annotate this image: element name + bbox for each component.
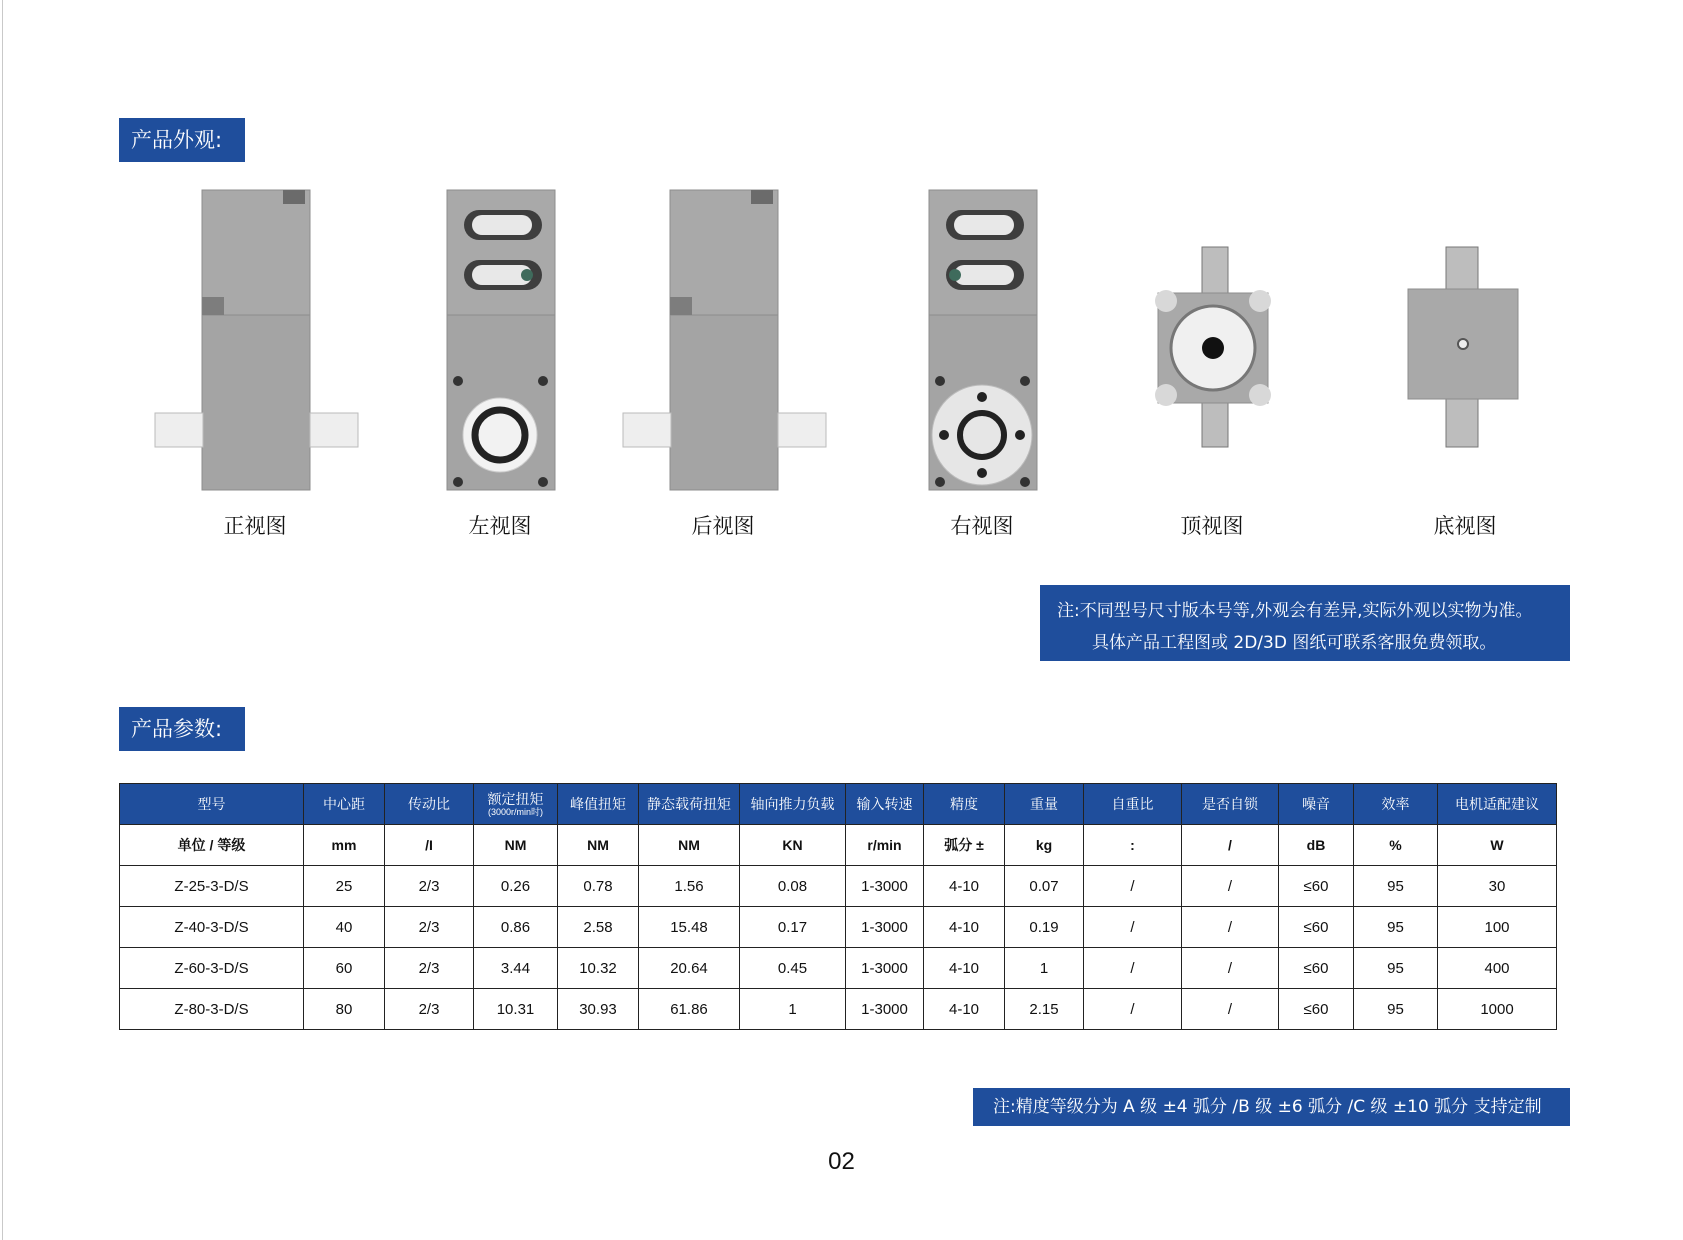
- table-cell: /: [1084, 989, 1182, 1030]
- table-cell: /: [1084, 866, 1182, 907]
- back-view-image: [603, 185, 843, 495]
- table-cell: 80: [304, 989, 385, 1030]
- table-cell: 61.86: [639, 989, 740, 1030]
- table-cell: 3.44: [474, 948, 558, 989]
- table-cell: Z-80-3-D/S: [120, 989, 304, 1030]
- table-cell: 2/3: [385, 989, 474, 1030]
- table-cell: 0.19: [1005, 907, 1084, 948]
- table-cell: ≤60: [1279, 948, 1354, 989]
- table-unit-cell: /I: [385, 825, 474, 866]
- table-unit-cell: W: [1438, 825, 1557, 866]
- table-cell: 95: [1354, 866, 1438, 907]
- table-unit-cell: %: [1354, 825, 1438, 866]
- table-cell: 95: [1354, 907, 1438, 948]
- table-row: [120, 866, 1557, 907]
- table-cell: Z-25-3-D/S: [120, 866, 304, 907]
- table-cell: 4-10: [924, 948, 1005, 989]
- table-header-label: 额定扭矩: [487, 791, 544, 807]
- table-unit-cell: /: [1182, 825, 1279, 866]
- table-header-label: 自重比: [1111, 796, 1154, 812]
- table-cell: 2/3: [385, 866, 474, 907]
- bottom-view-image: [1345, 185, 1585, 495]
- table-cell: /: [1182, 866, 1279, 907]
- table-cell: 30: [1438, 866, 1557, 907]
- table-header-cell: [1438, 784, 1557, 825]
- table-cell: 60: [304, 948, 385, 989]
- table-header-label: 电机适配建议: [1455, 796, 1539, 812]
- table-header-cell: [846, 784, 924, 825]
- view-right: [862, 185, 1102, 545]
- table-header-label: 精度: [950, 796, 978, 812]
- table-header-cell: [474, 784, 558, 825]
- table-header-cell: [1084, 784, 1182, 825]
- table-cell: ≤60: [1279, 989, 1354, 1030]
- table-cell: 0.45: [740, 948, 846, 989]
- table-cell: 10.31: [474, 989, 558, 1030]
- view-label-bottom: 底视图: [1433, 514, 1497, 538]
- table-cell: /: [1182, 948, 1279, 989]
- table-header-cell: [1005, 784, 1084, 825]
- table-header-label: 输入转速: [856, 796, 913, 812]
- table-header-cell: [1182, 784, 1279, 825]
- table-unit-cell: kg: [1005, 825, 1084, 866]
- table-header-cell: [740, 784, 846, 825]
- top-view-image: [1092, 185, 1332, 495]
- table-header-label: 是否自锁: [1202, 796, 1258, 812]
- table-cell: 15.48: [639, 907, 740, 948]
- table-cell: 1000: [1438, 989, 1557, 1030]
- table-unit-cell: :: [1084, 825, 1182, 866]
- table-header-cell: [924, 784, 1005, 825]
- table-cell: /: [1084, 948, 1182, 989]
- front-view-image: [135, 185, 375, 495]
- table-cell: 10.32: [558, 948, 639, 989]
- table-cell: 25: [304, 866, 385, 907]
- view-label-left: 左视图: [468, 514, 532, 538]
- table-cell: 20.64: [639, 948, 740, 989]
- table-cell: ≤60: [1279, 866, 1354, 907]
- table-cell: 1-3000: [846, 907, 924, 948]
- view-label-top: 顶视图: [1180, 514, 1244, 538]
- table-cell: 40: [304, 907, 385, 948]
- table-unit-cell: 单位 / 等级: [120, 825, 304, 866]
- table-unit-cell: NM: [558, 825, 639, 866]
- table-cell: 0.07: [1005, 866, 1084, 907]
- table-cell: 1-3000: [846, 866, 924, 907]
- table-unit-cell: mm: [304, 825, 385, 866]
- right-view-image: [862, 185, 1102, 495]
- table-header-label: 静态载荷扭矩: [647, 796, 731, 812]
- table-cell: /: [1182, 989, 1279, 1030]
- table-header-sublabel: (3000r/min时): [487, 807, 543, 817]
- table-row: [120, 907, 1557, 948]
- table-header-cell: [385, 784, 474, 825]
- left-view-image: [380, 185, 620, 495]
- table-cell: 0.86: [474, 907, 558, 948]
- view-left: [380, 185, 620, 545]
- view-label-back: 后视图: [691, 514, 755, 538]
- table-cell: 30.93: [558, 989, 639, 1030]
- table-cell: 2/3: [385, 907, 474, 948]
- table-cell: 2.15: [1005, 989, 1084, 1030]
- table-cell: 1-3000: [846, 989, 924, 1030]
- view-back: [603, 185, 843, 545]
- view-bottom: [1345, 185, 1585, 545]
- table-cell: 4-10: [924, 907, 1005, 948]
- table-cell: 95: [1354, 948, 1438, 989]
- table-header-label: 效率: [1381, 796, 1410, 812]
- table-unit-cell: NM: [639, 825, 740, 866]
- table-cell: 1: [740, 989, 846, 1030]
- table-row: [120, 948, 1557, 989]
- table-cell: 2/3: [385, 948, 474, 989]
- table-cell: 4-10: [924, 989, 1005, 1030]
- table-cell: 4-10: [924, 866, 1005, 907]
- table-header-label: 型号: [197, 796, 226, 812]
- table-cell: 95: [1354, 989, 1438, 1030]
- table-header-row: [120, 784, 1557, 825]
- page-number: 02: [828, 1148, 855, 1175]
- appearance-note-line2: 具体产品工程图或 2D/3D 图纸可联系客服免费领取。: [1092, 633, 1497, 653]
- table-header-label: 重量: [1030, 796, 1058, 812]
- table-cell: 1: [1005, 948, 1084, 989]
- table-unit-cell: NM: [474, 825, 558, 866]
- table-cell: 1.56: [639, 866, 740, 907]
- table-header-label: 峰值扭矩: [570, 796, 626, 812]
- appearance-section-title: 产品外观:: [119, 118, 245, 162]
- page-left-rule: [2, 0, 3, 1240]
- view-front: [135, 185, 375, 545]
- table-units-row: [120, 825, 1557, 866]
- table-header-label: 轴向推力负载: [750, 796, 835, 812]
- table-cell: /: [1084, 907, 1182, 948]
- table-cell: Z-60-3-D/S: [120, 948, 304, 989]
- table-header-cell: [1354, 784, 1438, 825]
- view-label-right: 右视图: [950, 514, 1014, 538]
- table-cell: 0.26: [474, 866, 558, 907]
- appearance-note: [1040, 585, 1570, 661]
- table-cell: 2.58: [558, 907, 639, 948]
- table-header-cell: [558, 784, 639, 825]
- table-header-cell: [1279, 784, 1354, 825]
- view-top: [1092, 185, 1332, 545]
- spec-table: [119, 783, 1557, 1030]
- table-cell: 0.08: [740, 866, 846, 907]
- table-cell: ≤60: [1279, 907, 1354, 948]
- precision-note: 注:精度等级分为 A 级 ±4 弧分 /B 级 ±6 弧分 /C 级 ±10 弧分 支持定制: [973, 1088, 1570, 1126]
- table-header-cell: [304, 784, 385, 825]
- table-header-label: 中心距: [323, 796, 365, 812]
- appearance-note-line1: 注:不同型号尺寸版本号等,外观会有差异,实际外观以实物为准。: [1057, 601, 1533, 621]
- params-section-title: 产品参数:: [119, 707, 245, 751]
- view-label-front: 正视图: [223, 514, 287, 538]
- table-unit-cell: KN: [740, 825, 846, 866]
- table-cell: 100: [1438, 907, 1557, 948]
- table-header-cell: [639, 784, 740, 825]
- table-header-label: 噪音: [1302, 796, 1330, 812]
- table-cell: 0.17: [740, 907, 846, 948]
- table-cell: Z-40-3-D/S: [120, 907, 304, 948]
- table-header-cell: [120, 784, 304, 825]
- table-unit-cell: dB: [1279, 825, 1354, 866]
- table-header-label: 传动比: [408, 796, 450, 812]
- table-unit-cell: r/min: [846, 825, 924, 866]
- table-cell: 1-3000: [846, 948, 924, 989]
- table-cell: /: [1182, 907, 1279, 948]
- table-unit-cell: 弧分 ±: [924, 825, 1005, 866]
- table-cell: 400: [1438, 948, 1557, 989]
- table-row: [120, 989, 1557, 1030]
- table-cell: 0.78: [558, 866, 639, 907]
